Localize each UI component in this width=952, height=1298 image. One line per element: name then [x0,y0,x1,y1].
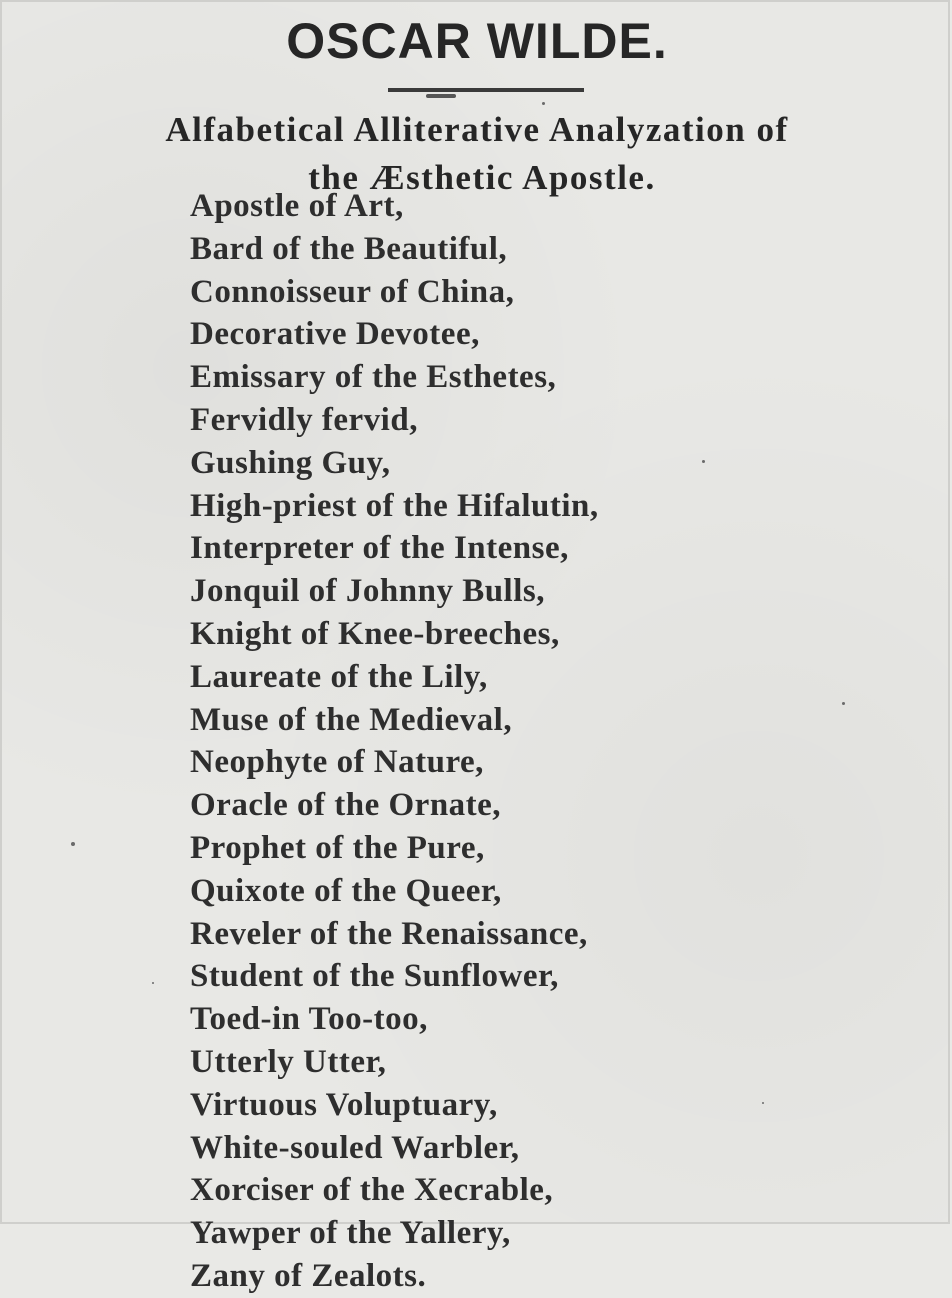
title-divider [388,88,584,92]
epithet-j: Jonquil of Johnny Bulls, [190,573,545,610]
epithet-m: Muse of the Medieval, [190,701,513,738]
divider-ornament [426,94,456,98]
epithet-p: Prophet of the Pure, [190,829,485,866]
epithet-r: Reveler of the Renaissance, [190,915,588,952]
epithet-w: White-souled Warbler, [190,1129,520,1166]
epithet-s: Student of the Sunflower, [190,958,559,995]
epithet-h: High-priest of the Hifalutin, [190,487,599,524]
epithet-l: Laureate of the Lily, [190,658,488,695]
article-title: OSCAR WILDE. [286,13,668,69]
subtitle-line-1: Alfabetical Alliterative Analyzation of [165,110,789,149]
subtitle-line-2: the Æsthetic Apostle. [308,158,656,197]
epithet-list [190,185,599,1298]
epithet-g: Gushing Guy, [190,444,391,481]
epithet-y: Yawper of the Yallery, [190,1215,511,1252]
epithet-u: Utterly Utter, [190,1043,387,1080]
epithet-x: Xorciser of the Xecrable, [190,1172,554,1209]
epithet-z: Zany of Zealots. [190,1257,427,1294]
epithet-k: Knight of Knee-breeches, [190,615,560,652]
epithet-i: Interpreter of the Intense, [190,530,569,567]
epithet-d: Decorative Devotee, [190,316,480,353]
epithet-f: Fervidly fervid, [190,401,418,438]
epithet-n: Neophyte of Nature, [190,744,484,781]
epithet-c: Connoisseur of China, [190,273,515,310]
epithet-v: Virtuous Voluptuary, [190,1086,498,1123]
epithet-e: Emissary of the Esthetes, [190,359,557,396]
epithet-t: Toed-in Too-too, [190,1001,428,1038]
epithet-a: Apostle of Art, [190,188,404,224]
epithet-q: Quixote of the Queer, [190,872,502,909]
epithet-o: Oracle of the Ornate, [190,787,502,824]
epithet-b: Bard of the Beautiful, [190,230,508,267]
